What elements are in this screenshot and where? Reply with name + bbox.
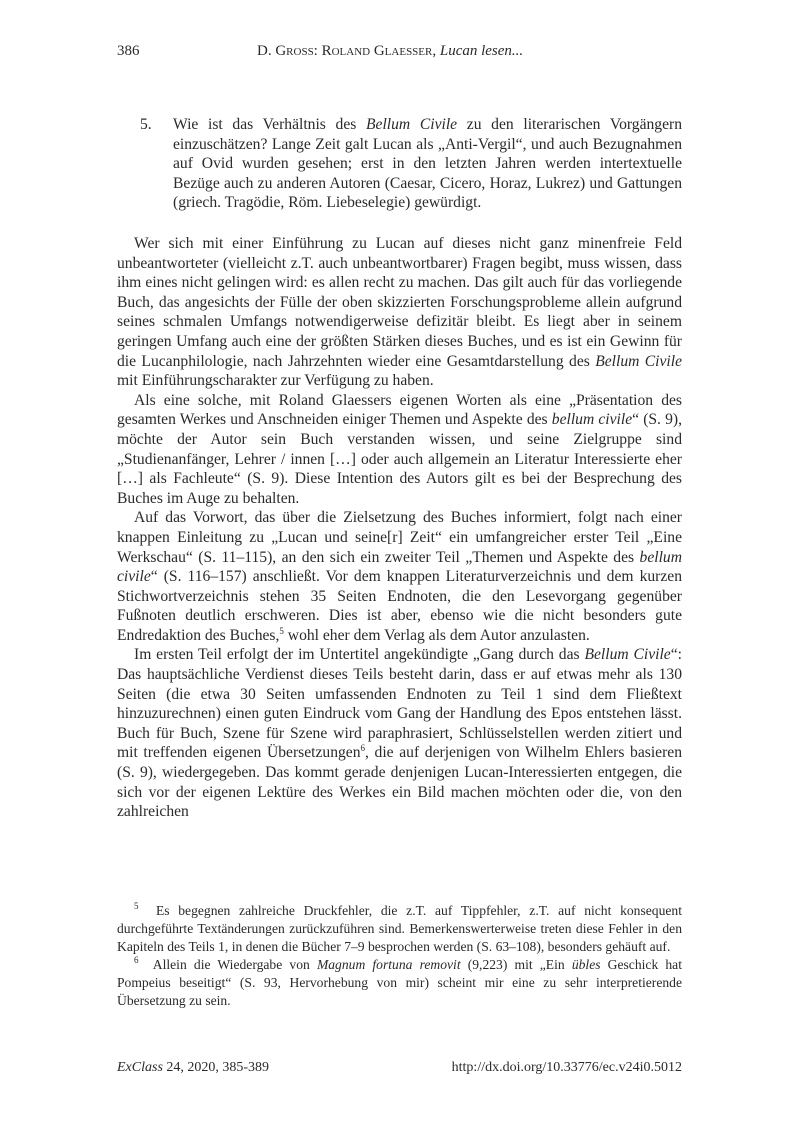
running-header — [117, 43, 682, 65]
running-title-book: Lucan lesen... — [439, 43, 524, 59]
paragraph-3 — [117, 508, 682, 645]
list-item-number: 5. — [140, 116, 152, 133]
numbered-list — [117, 115, 682, 213]
running-title-author: D. Gross: Roland Glaesser, — [257, 43, 440, 59]
paragraph-4 — [117, 645, 682, 821]
doi-link[interactable]: http://dx.doi.org/10.33776/ec.v24i0.5012 — [451, 1060, 682, 1075]
text-run: Als eine solche, mit Roland Glaessers eigenen Worten als eine „Präsentation des gesamten Werkes und Anschneiden einiger Themen und Aspekte des — [117, 391, 682, 429]
footnote-text: Es begegnen zahlreiche Druckfehler, die z.T. auf Tippfehler, z.T. auf nicht konsequent durchgeführte Textänderungen zurückzuführen sind. Bemerkenswerterweise treten diese Fehler in den Kapiteln des Teils 1, in denen die Bücher 7–9 besprochen werden (S. 63–108), besonders gehäuft auf. — [117, 903, 683, 954]
italic-title: bellum civile — [551, 411, 633, 429]
running-title — [257, 43, 523, 60]
italic-quote: Magnum fortuna removit — [316, 957, 461, 972]
italic-title: Bellum Civile — [584, 646, 671, 664]
footnote-5 — [117, 902, 682, 956]
footnote-text: Geschick hat Pompeius beseitigt“ (S. 93, Hervorhebung von mir) scheint mir eine zu sehr interpretierende Übersetzung zu sein. — [117, 957, 682, 1008]
list-item — [117, 115, 682, 213]
page-number: 386 — [117, 43, 140, 59]
italic-title: Bellum Civile — [366, 116, 458, 133]
footnote-ref-6[interactable]: 6 — [360, 743, 366, 754]
journal-volume: 24, 2020, 385-389 — [162, 1060, 270, 1075]
text-run: “ (S. 116–157) anschließt. Vor dem knappen Literaturverzeichnis und dem kurzen Stichwortverzeichnis stehen 35 Seiten Endnoten, die den Lesevorgang gegenüber Fußnoten deutlich erschweren. Dies ist aber, ebenso wie die nicht besonders gute Endredaktion des Buches, — [117, 568, 682, 644]
list-item-text — [173, 115, 682, 213]
text-run: “: Das hauptsächliche Verdienst dieses Teils besteht darin, dass er auf etwas mehr als 130 Seiten (die etwa 30 Seiten umfassenden Endnoten zu Teil 1 sind dem Fließtext hinzuzurechnen) einen guten Eindruck vom Gang der Handlung des Epos entstehen lässt. Buch für Buch, Szene für Szene wird paraphrasiert, Schlüsselstellen werden zitiert und mit treffenden eigenen Übersetzungen — [117, 646, 682, 762]
footnote-ref-5[interactable]: 5 — [279, 625, 284, 636]
footnote-6 — [117, 956, 682, 1010]
paragraph-1 — [117, 234, 682, 391]
journal-name: ExClass — [117, 1060, 163, 1075]
italic-title: bellum civile — [117, 548, 682, 586]
text-run: Auf das Vorwort, das über die Zielsetzung des Buches informiert, folgt nach einer knappen Einleitung zu „Lucan und seine[r] Zeit“ ein umfangreicher erster Teil „Eine Werkschau“ (S. 11–115), an den sich ein zweiter Teil „Themen und Aspekte des — [117, 509, 682, 566]
text-run: , die auf derjenigen von Wilhelm Ehlers basieren (S. 9), wiedergegeben. Das kommt gerade denjenigen Lucan-Interessierten entgegen, die sich vor der eigenen Lektüre des Werkes ein Bild machen möchten oder die, von den zahlreichen — [117, 744, 682, 821]
journal-citation — [117, 1060, 269, 1076]
text-run: Wie ist das Verhältnis des — [173, 116, 366, 133]
text-run: wohl eher dem Verlag als dem Autor anzulasten. — [283, 626, 590, 644]
italic-emphasis: übles — [571, 957, 601, 972]
footnote-text: Allein die Wiedergabe von — [152, 957, 317, 972]
italic-title: Bellum Civile — [595, 352, 683, 370]
text-run: Im ersten Teil erfolgt der im Untertitel angekündigte „Gang durch das — [134, 646, 585, 664]
body-text — [117, 234, 682, 822]
text-run: “ (S. 9), möchte der Autor sein Buch verstanden wissen, und seine Zielgruppe sind „Studienanfänger, Lehrer / innen […] oder auch allgemein an Literatur Interessierte eher […] als Fachleute“ (S. 9). Diese Intention des Autors gilt es bei der Besprechung des Buches im Auge zu behalten. — [117, 411, 682, 507]
footnote-number: 5 — [134, 901, 139, 911]
text-run: Wer sich mit einer Einführung zu Lucan auf dieses nicht ganz minenfreie Feld unbeantworteter (vielleicht z.T. auch unbeantwortbarer) Fragen begibt, muss wissen, dass ihm eines nicht gelingen wird: es allen recht zu machen. Das gilt auch für das vorliegende Buch, das angesichts der Fülle der oben skizzierten Forschungsprobleme allein aufgrund seines schmalen Umfangs notwendigerweise defizitär bleibt. Es liegt aber in seinem geringen Umfang auch eine der größten Stärken dieses Buches, und es ist ein Gewinn für die Lucanphilologie, nach Jahrzehnten wieder eine Gesamtdarstellung des — [117, 235, 682, 370]
footnote-number: 6 — [134, 955, 139, 965]
footnote-text: (9,223) mit „Ein — [460, 957, 572, 972]
text-run: mit Einführungscharakter zur Verfügung zu haben. — [117, 372, 434, 390]
paragraph-2 — [117, 391, 682, 509]
text-run: zu den literarischen Vorgängern einzuschätzen? Lange Zeit galt Lucan als „Anti-Vergil“, und auch Bezugnahmen auf Ovid wurden gesehen; erst in den letzten Jahren werden intertextuelle Bezüge auch zu anderen Autoren (Caesar, Cicero, Horaz, Lukrez) und Gattungen (griech. Tragödie, Röm. Liebeselegie) gewürdigt. — [173, 116, 683, 212]
page-footer — [117, 1060, 682, 1080]
footnotes — [117, 902, 682, 1010]
